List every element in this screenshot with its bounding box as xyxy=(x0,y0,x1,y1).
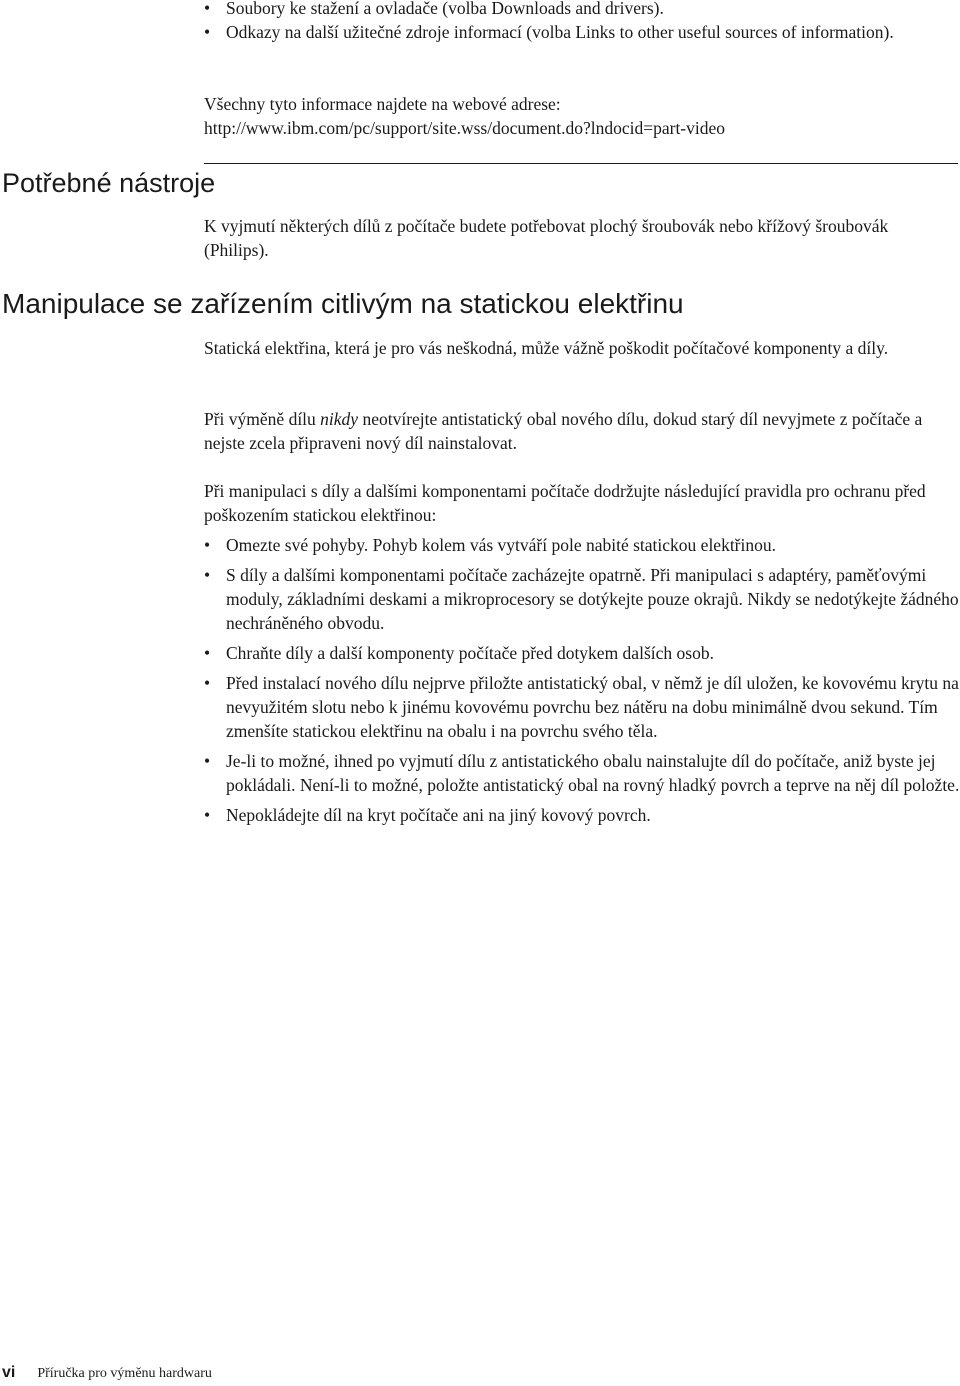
bullet-icon: • xyxy=(204,751,211,771)
list-item: • Omezte své pohyby. Pohyb kolem vás vytváří pole nabité statickou elektřinou. xyxy=(204,535,776,555)
static-paragraph-3: Při manipulaci s díly a dalšími komponentami počítače dodržujte následující pravidla pro ochranu před poškozením statickou elektřinou: xyxy=(204,481,926,525)
page-number: vi xyxy=(2,1364,16,1381)
section-heading-static: Manipulace se zařízením citlivým na statickou elektřinu xyxy=(2,288,684,319)
bullet-icon: • xyxy=(204,565,211,585)
list-item: • Nepokládejte díl na kryt počítače ani na jiný kovový povrch. xyxy=(204,805,651,825)
list-item: • Chraňte díly a další komponenty počítače před dotykem dalších osob. xyxy=(204,643,714,663)
tools-paragraph: K vyjmutí některých dílů z počítače budete potřebovat plochý šroubovák nebo křížový šroubovák (Philips). xyxy=(204,216,889,260)
web-url-text: http://www.ibm.com/pc/support/site.wss/document.do?lndocid=part-video xyxy=(204,118,726,138)
list-item: • Odkazy na další užitečné zdroje informací (volba Links to other useful sources of information). xyxy=(204,22,894,42)
list-item: • Soubory ke stažení a ovladače (volba Downloads and drivers). xyxy=(204,0,960,20)
section-heading-tools: Potřebné nástroje xyxy=(2,168,216,198)
web-address-paragraph xyxy=(204,92,956,140)
web-intro-text: Všechny tyto informace najdete na webové adrese: xyxy=(204,94,561,114)
emphasis-text: nikdy xyxy=(320,409,359,429)
static-rules-list xyxy=(204,533,960,827)
static-paragraph-2: Při výměně dílu nikdy neotvírejte antistatický obal nového dílu, dokud starý díl nevyjmete z počítače a nejste zcela připraveni nový díl nainstalovat. xyxy=(204,409,923,453)
list-item: • Je-li to možné, ihned po vyjmutí dílu z antistatického obalu nainstalujte díl do počítače, aniž byste jej pokládali. Není-li to možné, položte antistatický obal na rovný hladký povrch a teprve na něj díl položte. xyxy=(204,751,960,795)
page-footer xyxy=(2,1364,212,1382)
bullet-icon: • xyxy=(204,643,211,663)
list-item: • Před instalací nového dílu nejprve přiložte antistatický obal, v němž je díl uložen, ke kovovému krytu na nevyužitém slotu nebo k jinému kovovému povrchu bez nátěru na dobu minimálně dvou sekund. Tím zmenšíte statickou elektřinu na obalu i na povrchu svého těla. xyxy=(204,673,959,741)
top-bullet-list xyxy=(204,0,960,44)
bullet-icon: • xyxy=(204,805,211,825)
bullet-icon: • xyxy=(204,22,211,42)
section-rule xyxy=(204,163,958,164)
static-paragraph-1: Statická elektřina, která je pro vás neškodná, může vážně poškodit počítačové komponenty a díly. xyxy=(204,338,889,358)
bullet-icon: • xyxy=(204,535,211,555)
list-item: • S díly a dalšími komponentami počítače zacházejte opatrně. Při manipulaci s adaptéry, paměťovými moduly, základními deskami a mikroprocesory se dotýkejte pouze okrajů. Nikdy se nedotýkejte žádného nechráněného obvodu. xyxy=(204,565,959,633)
bullet-icon: • xyxy=(204,0,211,18)
bullet-icon: • xyxy=(204,673,211,693)
book-title: Příručka pro výměnu hardwaru xyxy=(37,1366,212,1381)
